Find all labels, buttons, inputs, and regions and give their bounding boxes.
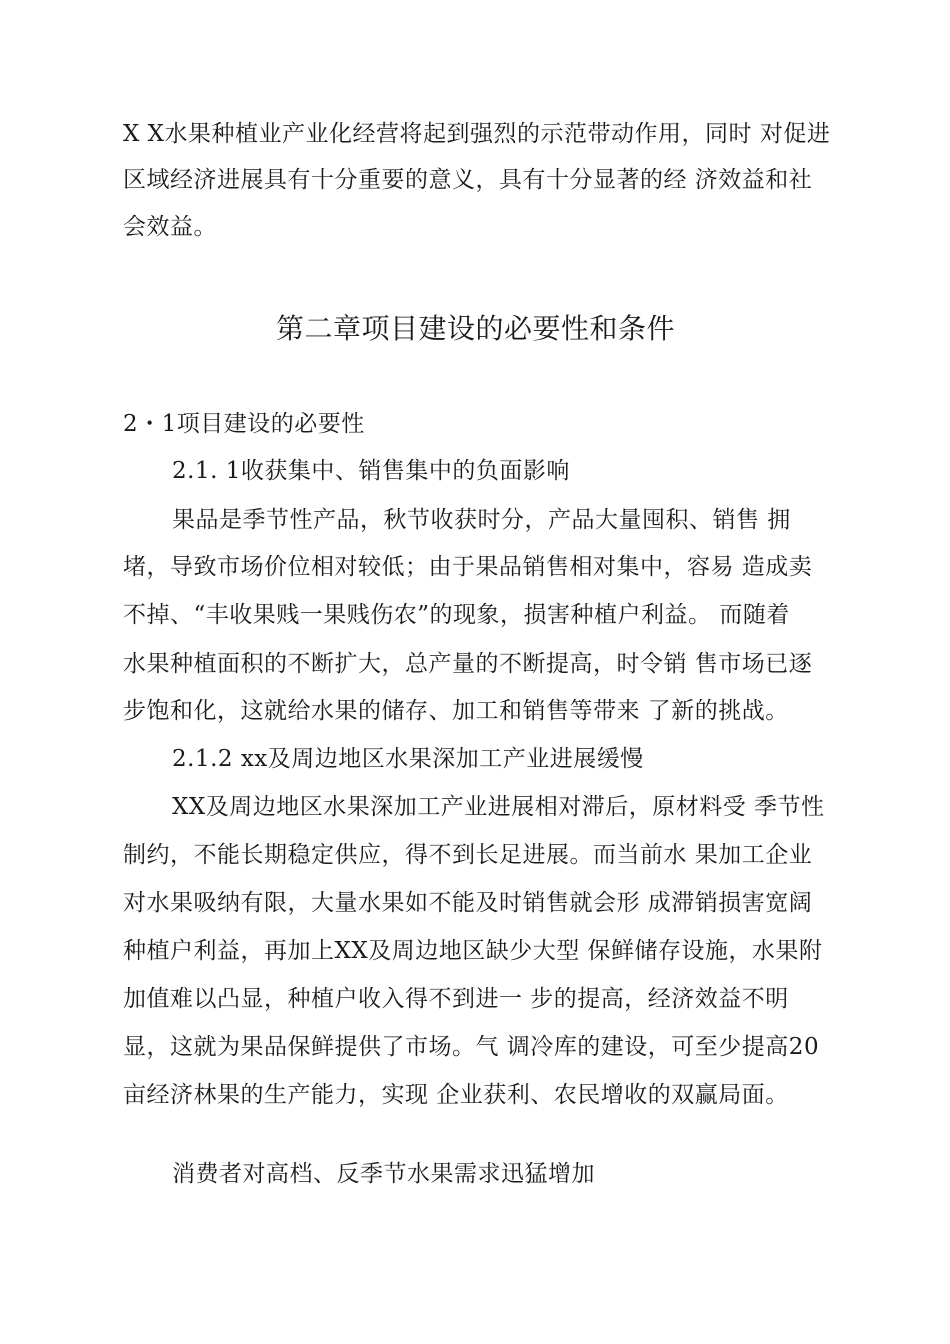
paragraph-2-line-3: 对水果吸纳有限，大量水果如不能及时销售就会形 成滞销损害宽阔 bbox=[123, 890, 813, 916]
intro-line-3: 会效益。 bbox=[123, 214, 217, 240]
intro-line-2: 区域经济进展具有十分重要的意义，具有十分显著的经 济效益和社 bbox=[123, 167, 813, 193]
subsection-heading-1: 2.1. 1收获集中、销售集中的负面影响 bbox=[172, 458, 570, 484]
paragraph-1-line-3: 不掉、“丰收果贱一果贱伤农”的现象，损害种植户利益。 而随着 bbox=[123, 602, 790, 628]
chapter-title: 第二章项目建设的必要性和条件 bbox=[276, 312, 676, 345]
paragraph-1-line-1: 果品是季节性产品，秋节收获时分，产品大量囤积、销售 拥 bbox=[172, 507, 791, 533]
paragraph-2-line-5: 加值难以凸显，种植户收入得不到进一 步的提高，经济效益不明 bbox=[123, 986, 789, 1012]
intro-line-1: X X水果种植业产业化经营将起到强烈的示范带动作用，同时 对促进 bbox=[123, 121, 831, 147]
section-heading: 2・1项目建设的必要性 bbox=[123, 411, 365, 437]
paragraph-2-line-7: 亩经济林果的生产能力，实现 企业获利、农民增收的双赢局面。 bbox=[123, 1082, 789, 1108]
paragraph-2-line-2: 制约，不能长期稳定供应，得不到长足进展。而当前水 果加工企业 bbox=[123, 842, 813, 868]
subsection-heading-3: 消费者对高档、反季节水果需求迅猛增加 bbox=[172, 1161, 595, 1187]
paragraph-1-line-5: 步饱和化，这就给水果的储存、加工和销售等带来 了新的挑战。 bbox=[123, 698, 789, 724]
paragraph-2-line-4: 种植户利益，再加上XX及周边地区缺少大型 保鲜储存设施，水果附 bbox=[123, 938, 823, 964]
paragraph-2-line-1: XX及周边地区水果深加工产业进展相对滞后，原材料受 季节性 bbox=[172, 794, 825, 820]
paragraph-1-line-2: 堵，导致市场价位相对较低；由于果品销售相对集中，容易 造成卖 bbox=[123, 554, 813, 580]
paragraph-1-line-4: 水果种植面积的不断扩大，总产量的不断提高，时令销 售市场已逐 bbox=[123, 651, 813, 677]
paragraph-2-line-6: 显，这就为果品保鲜提供了市场。气 调冷库的建设，可至少提高20 bbox=[123, 1034, 820, 1060]
subsection-heading-2: 2.1.2 xx及周边地区水果深加工产业进展缓慢 bbox=[172, 746, 644, 772]
